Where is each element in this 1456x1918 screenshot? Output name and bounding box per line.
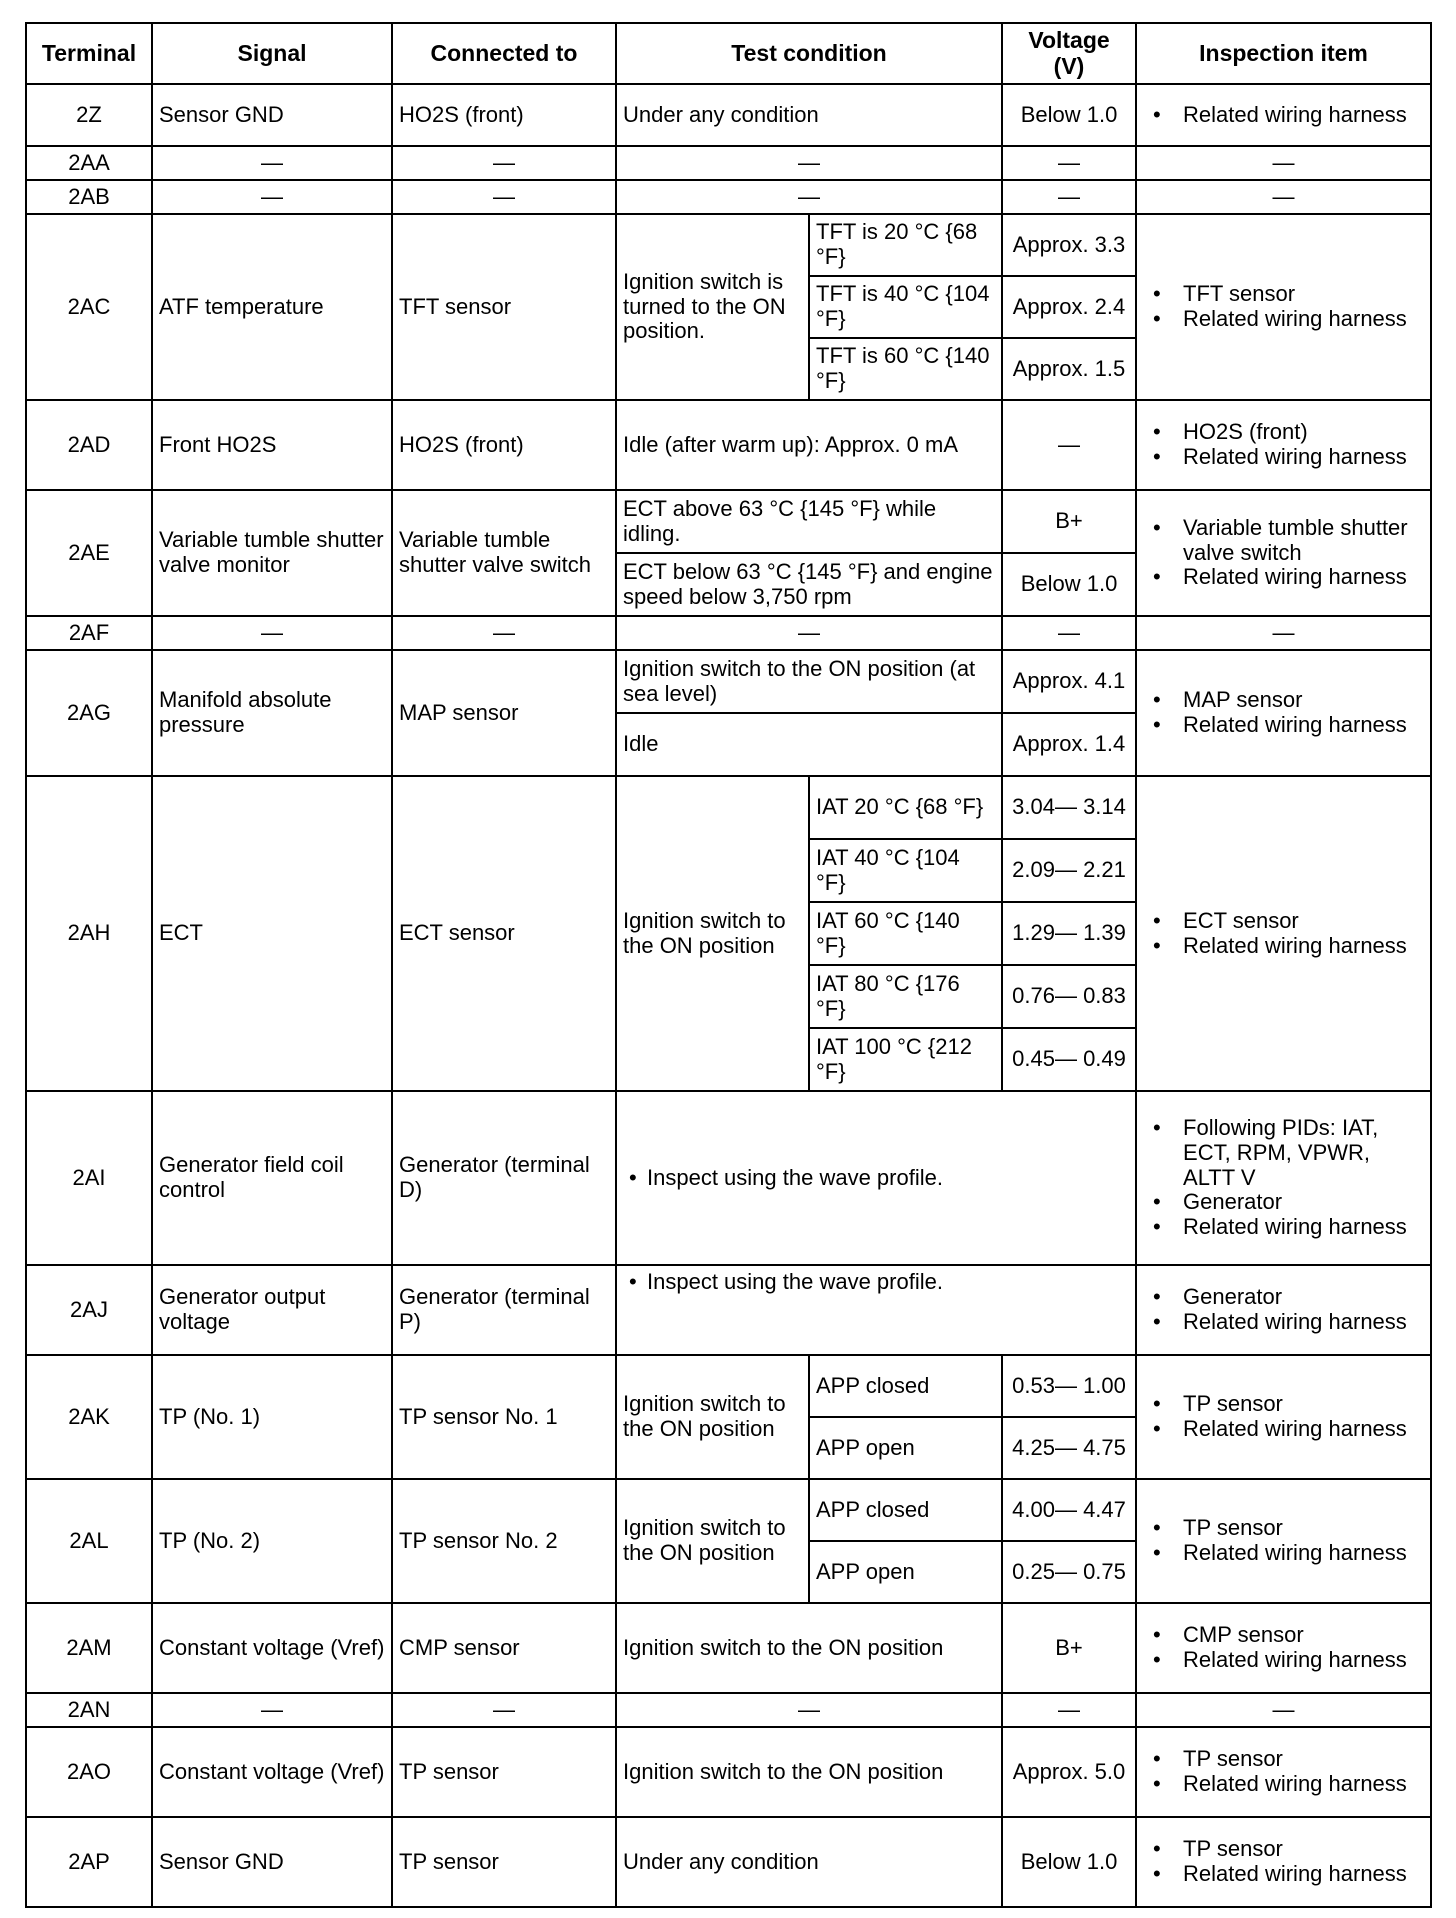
inspection-item: • Related wiring harness	[1183, 103, 1424, 128]
inspection-cell	[1136, 1355, 1431, 1479]
sub-condition-cell: IAT 80 °C {176 °F}	[809, 965, 1002, 1028]
voltage-cell: 0.25— 0.75	[1002, 1541, 1136, 1603]
signal-cell: Sensor GND	[152, 84, 392, 146]
signal-cell: Manifold absolute pressure	[152, 650, 392, 776]
voltage-cell: Below 1.0	[1002, 1817, 1136, 1907]
inspection-item: • TP sensor	[1183, 1747, 1424, 1772]
signal-cell: —	[152, 616, 392, 650]
sub-condition-cell: APP open	[809, 1417, 1002, 1479]
sub-condition-cell: IAT 60 °C {140 °F}	[809, 902, 1002, 965]
header-inspection-item: Inspection item	[1136, 23, 1431, 84]
header-voltage: Voltage (V)	[1002, 23, 1136, 84]
terminal-cell: 2AE	[26, 490, 152, 616]
voltage-cell: 4.25— 4.75	[1002, 1417, 1136, 1479]
sub-condition-cell: APP open	[809, 1541, 1002, 1603]
voltage-cell: Approx. 1.4	[1002, 713, 1136, 776]
terminal-cell: 2AA	[26, 146, 152, 180]
condition-cell: Ignition switch to the ON position	[616, 1727, 1002, 1817]
table-row	[26, 1603, 1431, 1693]
signal-cell: ATF temperature	[152, 214, 392, 400]
connected-cell: —	[392, 616, 616, 650]
header-test-condition: Test condition	[616, 23, 1002, 84]
connected-cell: Variable tumble shutter valve switch	[392, 490, 616, 616]
sub-condition-cell: ECT above 63 °C {145 °F} while idling.	[616, 490, 1002, 553]
header-terminal: Terminal	[26, 23, 152, 84]
inspection-item: • HO2S (front)	[1183, 420, 1424, 445]
sub-condition-cell: IAT 40 °C {104 °F}	[809, 839, 1002, 902]
connected-cell: TP sensor No. 2	[392, 1479, 616, 1603]
condition-cell: Under any condition	[616, 1817, 1002, 1907]
signal-cell: Generator output voltage	[152, 1265, 392, 1355]
connected-cell: ECT sensor	[392, 776, 616, 1091]
inspection-item: • Related wiring harness	[1183, 1648, 1424, 1673]
voltage-cell: 0.45— 0.49	[1002, 1028, 1136, 1091]
voltage-cell: 0.76— 0.83	[1002, 965, 1136, 1028]
terminal-cell: 2AI	[26, 1091, 152, 1265]
connected-cell: Generator (terminal P)	[392, 1265, 616, 1355]
table-row	[26, 84, 1431, 146]
voltage-cell: Approx. 1.5	[1002, 338, 1136, 400]
sub-condition-cell: TFT is 40 °C {104 °F}	[809, 276, 1002, 338]
inspection-item: • Related wiring harness	[1183, 1417, 1424, 1442]
terminal-cell: 2AD	[26, 400, 152, 490]
inspection-item: • TP sensor	[1183, 1516, 1424, 1541]
signal-cell: Variable tumble shutter valve monitor	[152, 490, 392, 616]
table-row	[26, 1727, 1431, 1817]
inspection-cell	[1136, 1091, 1431, 1265]
table-row	[26, 1479, 1431, 1541]
inspection-item: • Related wiring harness	[1183, 307, 1424, 332]
inspection-item: • TP sensor	[1183, 1837, 1424, 1862]
terminal-cell: 2AB	[26, 180, 152, 214]
header-signal: Signal	[152, 23, 392, 84]
inspection-item: • TFT sensor	[1183, 282, 1424, 307]
sub-condition-cell: IAT 100 °C {212 °F}	[809, 1028, 1002, 1091]
voltage-cell: 1.29— 1.39	[1002, 902, 1136, 965]
table-row	[26, 1265, 1431, 1355]
inspection-item: • TP sensor	[1183, 1392, 1424, 1417]
condition-cell: —	[616, 146, 1002, 180]
signal-cell: TP (No. 2)	[152, 1479, 392, 1603]
inspection-item: • Variable tumble shutter valve switch	[1183, 516, 1424, 565]
inspection-cell	[1136, 1727, 1431, 1817]
terminal-cell: 2AM	[26, 1603, 152, 1693]
table-row	[26, 650, 1431, 713]
inspection-item: • Related wiring harness	[1183, 1310, 1424, 1335]
condition-cell: Ignition switch to the ON position	[616, 776, 809, 1091]
voltage-cell: 0.53— 1.00	[1002, 1355, 1136, 1417]
condition-cell	[616, 1265, 1136, 1355]
condition-cell: Idle (after warm up): Approx. 0 mA	[616, 400, 1002, 490]
connected-cell: Generator (terminal D)	[392, 1091, 616, 1265]
table-row	[26, 616, 1431, 650]
inspection-item: • Related wiring harness	[1183, 1215, 1424, 1240]
inspection-cell	[1136, 776, 1431, 1091]
inspection-cell	[1136, 400, 1431, 490]
table-row	[26, 214, 1431, 276]
condition-cell: Ignition switch to the ON position	[616, 1479, 809, 1603]
voltage-cell: —	[1002, 1693, 1136, 1727]
voltage-cell: —	[1002, 180, 1136, 214]
signal-cell: Generator field coil control	[152, 1091, 392, 1265]
terminal-cell: 2AN	[26, 1693, 152, 1727]
inspection-item: • Generator	[1183, 1285, 1424, 1310]
terminal-cell: 2AH	[26, 776, 152, 1091]
inspection-item: • Following PIDs: IAT, ECT, RPM, VPWR, ALTT V	[1183, 1116, 1424, 1190]
inspection-cell	[1136, 1479, 1431, 1603]
table-row	[26, 776, 1431, 839]
sub-condition-cell: TFT is 60 °C {140 °F}	[809, 338, 1002, 400]
sub-condition-cell: APP closed	[809, 1355, 1002, 1417]
table-row	[26, 180, 1431, 214]
inspection-item: • Generator	[1183, 1190, 1424, 1215]
terminal-cell: 2AF	[26, 616, 152, 650]
inspection-item: • Related wiring harness	[1183, 1862, 1424, 1887]
table-row	[26, 146, 1431, 180]
connected-cell: TP sensor	[392, 1817, 616, 1907]
inspection-cell	[1136, 650, 1431, 776]
sub-condition-cell: APP closed	[809, 1479, 1002, 1541]
signal-cell: —	[152, 180, 392, 214]
connected-cell: TP sensor No. 1	[392, 1355, 616, 1479]
terminal-cell: 2AP	[26, 1817, 152, 1907]
inspection-cell: —	[1136, 616, 1431, 650]
voltage-cell: Approx. 3.3	[1002, 214, 1136, 276]
connected-cell: —	[392, 180, 616, 214]
signal-cell: ECT	[152, 776, 392, 1091]
connected-cell: HO2S (front)	[392, 400, 616, 490]
connected-cell: MAP sensor	[392, 650, 616, 776]
sub-condition-cell: TFT is 20 °C {68 °F}	[809, 214, 1002, 276]
inspection-cell: —	[1136, 1693, 1431, 1727]
connected-cell: CMP sensor	[392, 1603, 616, 1693]
inspection-item: • CMP sensor	[1183, 1623, 1424, 1648]
table-row	[26, 1817, 1431, 1907]
inspection-item: • Related wiring harness	[1183, 1772, 1424, 1797]
signal-cell: Constant voltage (Vref)	[152, 1727, 392, 1817]
terminal-cell: 2AG	[26, 650, 152, 776]
inspection-item: • ECT sensor	[1183, 909, 1424, 934]
signal-cell: Constant voltage (Vref)	[152, 1603, 392, 1693]
sub-condition-cell: IAT 20 °C {68 °F}	[809, 776, 1002, 839]
table-row	[26, 490, 1431, 553]
inspection-item: • MAP sensor	[1183, 688, 1424, 713]
inspection-item: • Related wiring harness	[1183, 934, 1424, 959]
sub-condition-cell: ECT below 63 °C {145 °F} and engine speed below 3,750 rpm	[616, 553, 1002, 616]
connected-cell: —	[392, 146, 616, 180]
connected-cell: HO2S (front)	[392, 84, 616, 146]
table-row	[26, 1693, 1431, 1727]
condition-note: • Inspect using the wave profile.	[623, 1166, 1129, 1191]
terminal-cell: 2AO	[26, 1727, 152, 1817]
condition-cell: Under any condition	[616, 84, 1002, 146]
terminal-voltage-table	[25, 22, 1432, 1908]
sub-condition-cell: Idle	[616, 713, 1002, 776]
inspection-item: • Related wiring harness	[1183, 713, 1424, 738]
table-row	[26, 400, 1431, 490]
inspection-item: • Related wiring harness	[1183, 565, 1424, 590]
voltage-cell: Approx. 5.0	[1002, 1727, 1136, 1817]
voltage-cell: Below 1.0	[1002, 84, 1136, 146]
voltage-cell: —	[1002, 400, 1136, 490]
terminal-cell: 2AK	[26, 1355, 152, 1479]
signal-cell: TP (No. 1)	[152, 1355, 392, 1479]
signal-cell: —	[152, 146, 392, 180]
inspection-cell	[1136, 1817, 1431, 1907]
terminal-cell: 2AL	[26, 1479, 152, 1603]
condition-cell: Ignition switch to the ON position	[616, 1603, 1002, 1693]
inspection-cell: —	[1136, 146, 1431, 180]
voltage-cell: 4.00— 4.47	[1002, 1479, 1136, 1541]
voltage-cell: B+	[1002, 1603, 1136, 1693]
connected-cell: —	[392, 1693, 616, 1727]
signal-cell: —	[152, 1693, 392, 1727]
inspection-cell	[1136, 84, 1431, 146]
inspection-item: • Related wiring harness	[1183, 1541, 1424, 1566]
signal-cell: Front HO2S	[152, 400, 392, 490]
voltage-cell: 2.09— 2.21	[1002, 839, 1136, 902]
voltage-cell: Approx. 4.1	[1002, 650, 1136, 713]
terminal-cell: 2Z	[26, 84, 152, 146]
inspection-item: • Related wiring harness	[1183, 445, 1424, 470]
inspection-cell	[1136, 490, 1431, 616]
condition-note: • Inspect using the wave profile.	[623, 1270, 1129, 1295]
table-row	[26, 1091, 1431, 1265]
connected-cell: TFT sensor	[392, 214, 616, 400]
voltage-cell: —	[1002, 146, 1136, 180]
inspection-cell: —	[1136, 180, 1431, 214]
terminal-cell: 2AJ	[26, 1265, 152, 1355]
condition-cell: —	[616, 1693, 1002, 1727]
terminal-cell: 2AC	[26, 214, 152, 400]
voltage-cell: Below 1.0	[1002, 553, 1136, 616]
inspection-cell	[1136, 1265, 1431, 1355]
condition-cell: —	[616, 616, 1002, 650]
condition-cell: Ignition switch to the ON position	[616, 1355, 809, 1479]
inspection-cell	[1136, 214, 1431, 400]
table-row	[26, 1355, 1431, 1417]
condition-cell: Ignition switch is turned to the ON position.	[616, 214, 809, 400]
sub-condition-cell: Ignition switch to the ON position (at sea level)	[616, 650, 1002, 713]
header-row	[26, 23, 1431, 84]
condition-cell	[616, 1091, 1136, 1265]
condition-cell: —	[616, 180, 1002, 214]
signal-cell: Sensor GND	[152, 1817, 392, 1907]
voltage-cell: —	[1002, 616, 1136, 650]
voltage-cell: B+	[1002, 490, 1136, 553]
header-connected-to: Connected to	[392, 23, 616, 84]
voltage-cell: Approx. 2.4	[1002, 276, 1136, 338]
connected-cell: TP sensor	[392, 1727, 616, 1817]
voltage-cell: 3.04— 3.14	[1002, 776, 1136, 839]
inspection-cell	[1136, 1603, 1431, 1693]
